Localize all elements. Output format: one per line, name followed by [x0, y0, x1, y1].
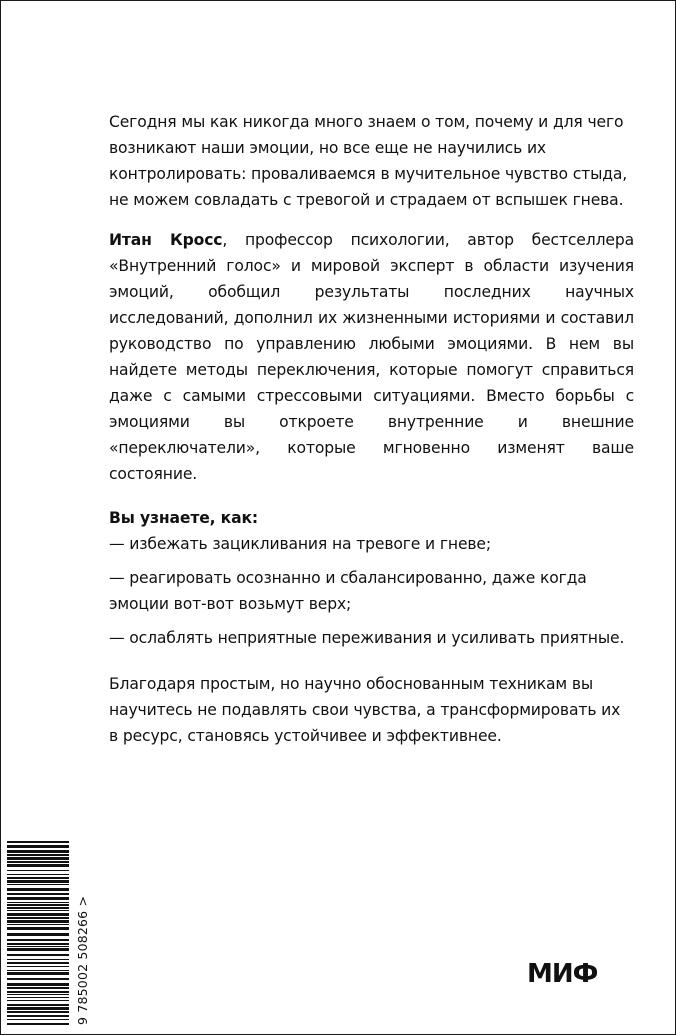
barcode-bar: [7, 966, 69, 967]
barcode-bar: [7, 920, 69, 923]
barcode-bar: [7, 1007, 69, 1010]
back-cover-text: [109, 109, 634, 749]
barcode-bar: [7, 864, 69, 867]
learn-list: [109, 531, 634, 651]
list-item: — реагировать осознанно и сбалансированно, даже когда эмоции вот-вот возьмут верх;: [109, 569, 587, 613]
barcode-bar: [7, 850, 69, 853]
barcode-bar: [7, 924, 69, 925]
barcode-bar: [7, 962, 69, 964]
barcode-bar: [7, 888, 69, 891]
barcode-bar: [7, 1015, 69, 1017]
list-item: — ослаблять неприятные переживания и усиливать приятные.: [109, 629, 625, 647]
closing-paragraph: Благодаря простым, но научно обоснованным техникам вы научитесь не подавлять свои чувства, а трансформировать их в ресурс, становясь устойчивее и эффективнее.: [109, 675, 621, 745]
barcode-bar: [7, 861, 69, 863]
barcode-bar: [7, 1011, 69, 1013]
barcode-bar: [7, 1000, 69, 1001]
barcode-bar: [7, 972, 69, 975]
barcode-bar: [7, 880, 69, 883]
barcode-bar: [7, 943, 69, 945]
barcode-bar: [7, 991, 69, 993]
barcode-bar: [7, 987, 69, 989]
barcode-bar: [7, 997, 69, 998]
barcode-bar: [7, 907, 69, 909]
barcode-bar: [7, 884, 69, 885]
author-paragraph-text: , профессор психологии, автор бестселлера «Внутренний голос» и мировой эксперт в области изучения эмоций, обобщил результаты последних научных исследований, дополнил их жизненными историями и составил руководство по управлению любыми эмоциями. В нем вы найдете методы переключения, которые помогут справиться даже с самыми стрессовыми ситуациями. Вместо борьбы с эмоциями вы откроете внутренние и внешние «переключатели», которые мгновенно изменят ваше состояние.: [109, 231, 634, 483]
list-item: — избежать зацикливания на тревоге и гневе;: [109, 535, 491, 553]
barcode-bar: [7, 854, 69, 856]
learn-subheading: Вы узнаете, как:: [109, 509, 259, 527]
barcode-bar: [7, 948, 69, 951]
author-name: Итан Кросс: [109, 231, 223, 249]
barcode-bar: [7, 933, 69, 936]
barcode-bar: [7, 904, 69, 906]
barcode-bar: [7, 978, 69, 980]
isbn-digits: 9 785002 508266 >: [75, 895, 90, 1025]
publisher-logo: МИФ: [527, 959, 598, 989]
barcode-graphic: [7, 839, 95, 1027]
barcode-bar: [7, 893, 69, 895]
barcode-bar: [7, 1023, 69, 1025]
barcode-bar: [7, 1004, 69, 1006]
barcode-bar: [7, 994, 69, 995]
barcode-bar: [7, 970, 69, 971]
barcode-bar: [7, 927, 69, 930]
isbn-barcode: [7, 839, 95, 1027]
intro-paragraph: Сегодня мы как никогда много знаем о том, почему и для чего возникают наши эмоции, но все еще не научились их контролировать: проваливаемся в мучительное чувство стыда, не можем совладать с тревогой и страдаем от вспышек гнева.: [109, 113, 628, 209]
barcode-bar: [7, 910, 69, 911]
barcode-bars: [7, 841, 69, 1025]
barcode-bar: [7, 870, 69, 871]
author-paragraph: [109, 227, 634, 487]
barcode-bar: [7, 946, 69, 947]
barcode-bar: [7, 954, 69, 956]
barcode-bar: [7, 857, 69, 860]
barcode-bar: [7, 1019, 69, 1020]
barcode-bar: [7, 874, 69, 875]
barcode-bar: [7, 959, 69, 960]
barcode-bar: [7, 939, 69, 941]
barcode-bar: [7, 917, 69, 919]
barcode-bar: [7, 877, 69, 879]
barcode-bar: [7, 913, 69, 916]
barcode-bar: [7, 845, 69, 848]
barcode-bar: [7, 902, 69, 903]
barcode-bar: [7, 841, 69, 843]
barcode-bar: [7, 897, 69, 900]
barcode-bar: [7, 983, 69, 986]
